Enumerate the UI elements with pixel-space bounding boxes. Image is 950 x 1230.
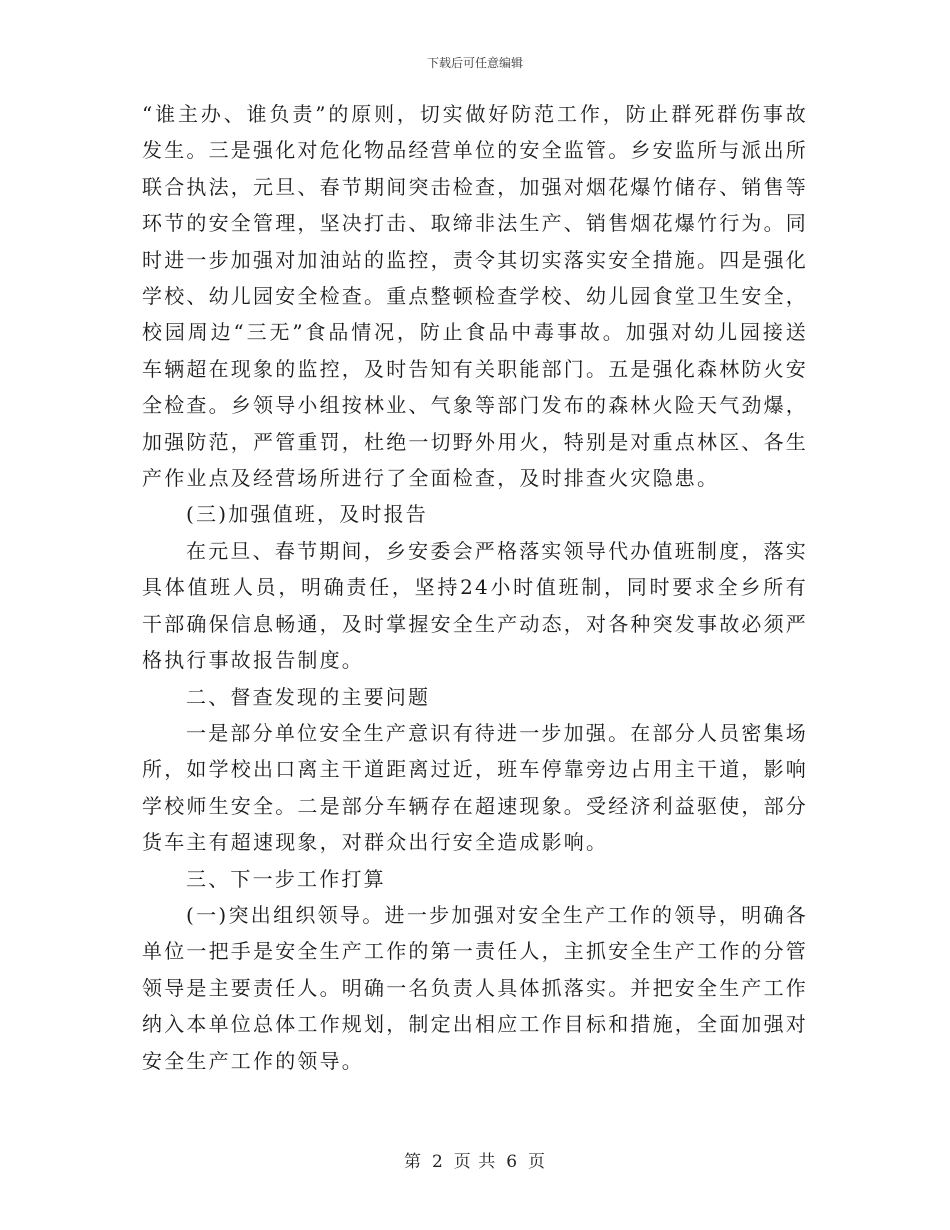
footer-prefix: 第 — [403, 1152, 422, 1172]
footer-middle: 页 共 — [453, 1152, 497, 1172]
section-heading-3: (三)加强值班，及时报告 — [186, 502, 429, 527]
page-footer — [0, 1147, 950, 1172]
document-body — [142, 96, 808, 1079]
paragraph-leadership: (一)突出组织领导。进一步加强对安全生产工作的领导，明确各单位一把手是安全生产工作的第一责任人，主抓安全生产工作的分管领导是主要责任人。明确一名负责人具体抓落实。并把安全生产工作纳入本单位总体工作规划，制定出相应工作目标和措施，全面加强对安全生产工作的领导。 — [142, 902, 808, 1073]
page-total: 6 — [506, 1152, 519, 1172]
paragraph-1: “谁主办、谁负责”的原则，切实做好防范工作，防止群死群伤事故发生。三是强化对危化物品经营单位的安全监管。乡安监所与派出所联合执法，元旦、春节期间突击检查，加强对烟花爆竹储存、销售等环节的安全管理，坚决打击、取缔非法生产、销售烟花爆竹行为。同时进一步加强对加油站的监控，责令其切实落实安全措施。四是强化学校、幼儿园安全检查。重点整顿检查学校、幼儿园食堂卫生安全，校园周边“三无”食品情况，防止食品中毒事故。加强对幼儿园接送车辆超在现象的监控，及时告知有关职能部门。五是强化森林防火安全检查。乡领导小组按林业、气象等部门发布的森林火险天气劲爆，加强防范，严管重罚，杜绝一切野外用火，特别是对重点林区、各生产作业点及经营场所进行了全面检查，及时排查火灾隐患。 — [142, 102, 808, 491]
section-heading-next-steps: 三、下一步工作打算 — [186, 866, 386, 891]
page-number: 2 — [431, 1152, 444, 1172]
paragraph-problems: 一是部分单位安全生产意识有待进一步加强。在部分人员密集场所，如学校出口离主干道距离过近，班车停靠旁边占用主干道，影响学校师生安全。二是部分车辆存在超速现象。受经济利益驱使，部分货车主有超速现象，对群众出行安全造成影响。 — [142, 720, 808, 855]
header-note: 下载后可任意编辑 — [426, 56, 523, 70]
paragraph-duty: 在元旦、春节期间，乡安委会严格落实领导代办值班制度，落实具体值班人员，明确责任，坚持24小时值班制，同时要求全乡所有干部确保信息畅通，及时掌握安全生产动态，对各种突发事故必须严格执行事故报告制度。 — [142, 538, 808, 673]
footer-suffix: 页 — [528, 1152, 547, 1172]
section-heading-problems: 二、督查发现的主要问题 — [186, 684, 431, 709]
